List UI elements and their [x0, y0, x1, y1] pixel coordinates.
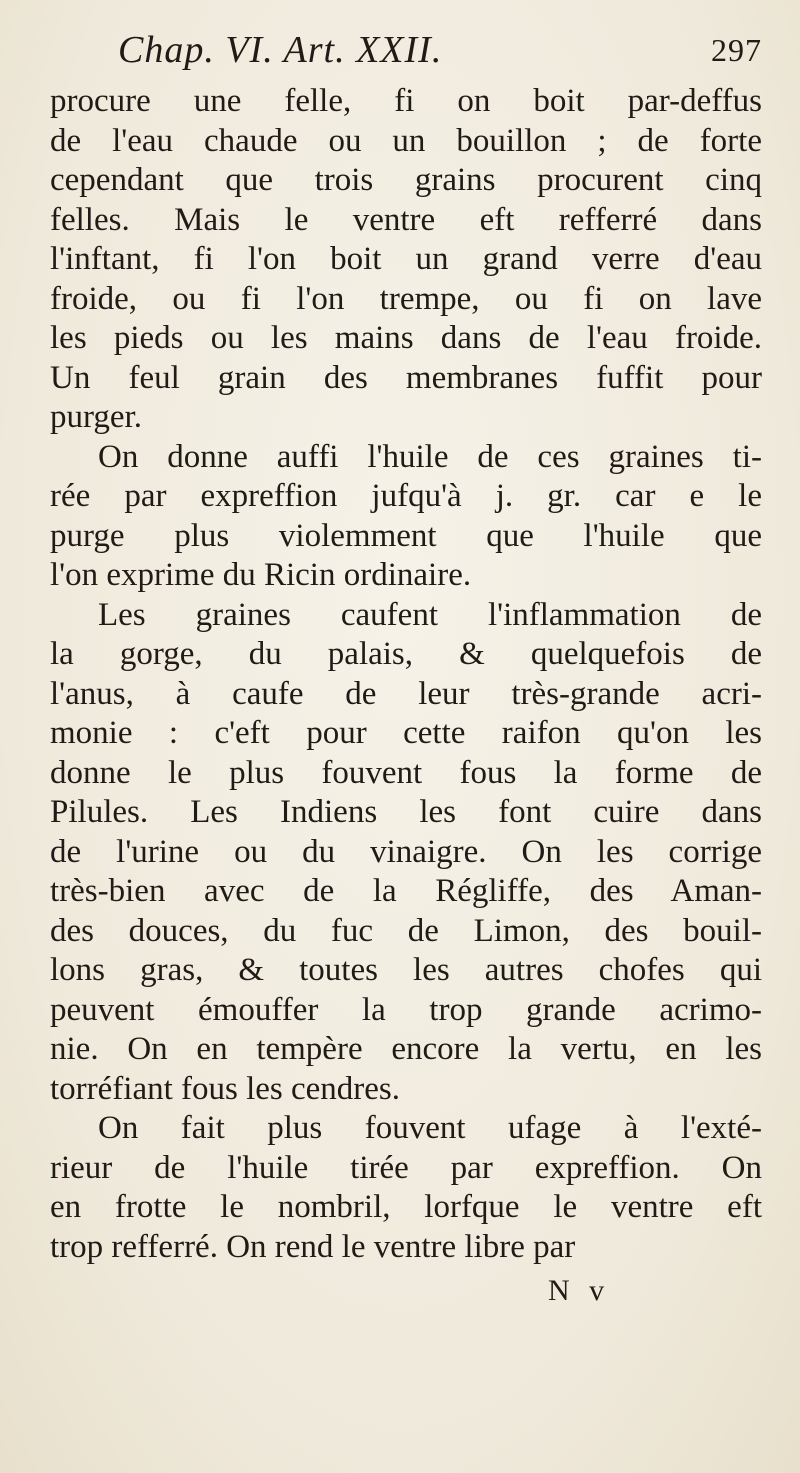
text-line: Les graines caufent l'inflammation de [98, 596, 762, 633]
text-line: de l'urine ou du vinaigre. On les corrige [50, 833, 762, 870]
text-line: rée par expreffion jufqu'à j. gr. car e le [50, 478, 762, 514]
paragraph [50, 82, 762, 438]
text-line: monie : c'eft pour cette raifon qu'on les [50, 715, 762, 751]
text-line: Pilules. Les Indiens les font cuire dans [50, 794, 762, 830]
text-line: felles. Mais le ventre eft refferré dans [50, 201, 762, 238]
text-line: l'anus, à caufe de leur très-grande acri- [50, 675, 762, 712]
text-line: la gorge, du palais, & quelquefois de [50, 636, 762, 672]
text-line: torréfiant fous les cendres. [50, 1070, 401, 1107]
body-text [50, 82, 762, 1267]
text-line: froide, ou fi l'on trempe, ou fi on lave [50, 280, 762, 317]
text-line: en frotte le nombril, lorfque le ventre eft [50, 1189, 762, 1225]
page-number: 297 [711, 31, 762, 68]
text-line: lons gras, & toutes les autres chofes qui [50, 952, 762, 988]
text-line: Un feul grain des membranes fuffit pour [50, 359, 762, 396]
text-line: les pieds ou les mains dans de l'eau froide. [50, 320, 762, 356]
text-line: On fait plus fouvent ufage à l'exté- [98, 1110, 762, 1146]
text-line: très-bien avec de la Régliffe, des Aman- [50, 873, 762, 909]
text-line: l'on exprime du Ricin ordinaire. [50, 557, 472, 593]
text-line: rieur de l'huile tirée par expreffion. On [50, 1149, 762, 1186]
text-line: l'inftant, fi l'on boit un grand verre d'eau [50, 241, 762, 277]
paragraph [50, 438, 762, 596]
paragraph [50, 596, 762, 1110]
paragraph [50, 1109, 762, 1267]
text-line: purge plus violemment que l'huile que [50, 517, 762, 554]
signature-mark: N v [548, 1274, 611, 1307]
text-line: cependant que trois grains procurent cinq [50, 162, 762, 198]
text-line: On donne auffi l'huile de ces graines ti- [98, 438, 762, 475]
running-header [118, 18, 770, 82]
text-line: purger. [50, 399, 142, 435]
text-line: de l'eau chaude ou un bouillon ; de forte [50, 122, 762, 159]
running-title: Chap. VI. Art. XXII. [118, 29, 443, 71]
text-line: trop refferré. On rend le ventre libre par [50, 1228, 576, 1265]
text-line: des douces, du fuc de Limon, des bouil- [50, 912, 762, 949]
text-line: peuvent émouffer la trop grande acrimo- [50, 991, 762, 1028]
text-line: nie. On en tempère encore la vertu, en les [50, 1031, 762, 1067]
text-line: donne le plus fouvent fous la forme de [50, 754, 762, 791]
text-line: procure une felle, fi on boit par-deffus [50, 83, 762, 119]
